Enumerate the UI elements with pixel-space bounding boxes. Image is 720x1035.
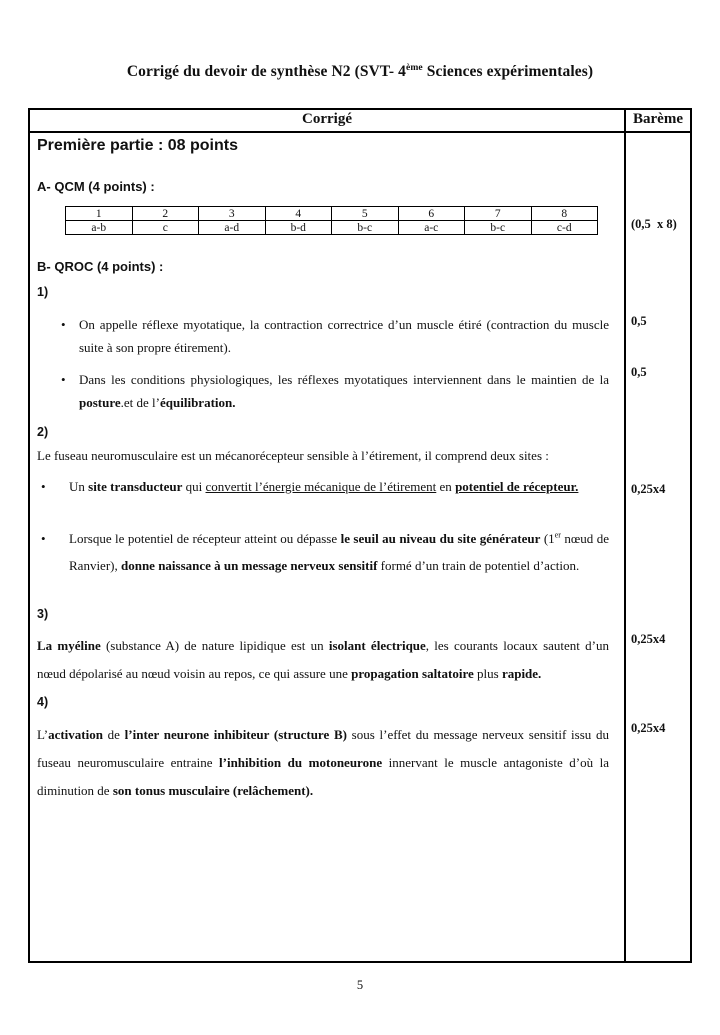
item3-label: 3) <box>37 607 49 621</box>
bareme-mark-item3: 0,25x4 <box>631 632 666 646</box>
header-corrige: Corrigé <box>302 111 352 127</box>
corrige-column <box>30 135 624 961</box>
qcm-answer-table <box>65 206 598 235</box>
bareme-mark-item2: 0,25x4 <box>631 482 666 496</box>
qcm-number-cell: 2 <box>133 207 200 221</box>
qcm-number-cell: 6 <box>399 207 466 221</box>
item2-bullet2: • Lorsque le potentiel de récepteur atteint ou dépasse le seuil au niveau du site générateur (1er nœud de Ranvier), donne naissance à un message nerveux sensitif formé d’un train de potentiel d’action. <box>69 525 609 579</box>
qcm-answer-cell: a-d <box>199 221 266 235</box>
qcm-section-heading: A- QCM (4 points) : <box>37 179 155 194</box>
qcm-answer-cell: c <box>133 221 200 235</box>
item1-bullet2: • Dans les conditions physiologiques, les réflexes myotatiques interviennent dans le maintien de la posture.et de l’équilibration. <box>79 368 609 414</box>
qcm-answer-cell: a-b <box>66 221 133 235</box>
qcm-answer-cell: c-d <box>532 221 599 235</box>
item3-paragraph: La myéline (substance A) de nature lipidique est un isolant électrique, les courants locaux sautent d’un nœud dépolarisé au nœud voisin au repos, ce qui assure une propagation saltatoire plus rapide. <box>37 638 609 681</box>
bareme-column <box>626 135 690 961</box>
item1-bullet1: • On appelle réflexe myotatique, la contraction correctrice d’un muscle étiré (contraction du muscle suite à son propre étirement). <box>79 313 609 359</box>
item4-paragraph: L’activation de l’inter neurone inhibiteur (structure B) sous l’effet du message nerveux sensitif issu du fuseau neuromusculaire entraine l’inhibition du motoneurone innervant le muscle antagoniste d’où la diminution de son tonus musculaire (relâchement). <box>37 727 609 798</box>
part1-heading: Première partie : 08 points <box>37 137 238 154</box>
bareme-mark-item4: 0,25x4 <box>631 721 666 735</box>
item2-bullet1: • Un site transducteur qui convertit l’énergie mécanique de l’étirement en potentiel de récepteur. <box>69 473 609 500</box>
item2-intro: Le fuseau neuromusculaire est un mécanorécepteur sensible à l’étirement, il comprend deux sites : <box>37 448 549 463</box>
qcm-number-cell: 5 <box>332 207 399 221</box>
qcm-number-cell: 7 <box>465 207 532 221</box>
item2-label: 2) <box>37 425 49 439</box>
bareme-mark-item1-bullet1: 0,5 <box>631 314 647 328</box>
qcm-answer-cell: a-c <box>399 221 466 235</box>
qcm-number-cell: 8 <box>532 207 599 221</box>
qcm-number-cell: 4 <box>266 207 333 221</box>
qcm-number-cell: 3 <box>199 207 266 221</box>
header-bareme: Barème <box>633 111 683 127</box>
bareme-mark-qcm: (0,5 x 8) <box>631 217 677 231</box>
document-title: Corrigé du devoir de synthèse N2 (SVT- 4ème Sciences expérimentales) <box>126 61 594 80</box>
qcm-answer-cell: b-c <box>465 221 532 235</box>
qroc-section-heading: B- QROC (4 points) : <box>37 259 164 274</box>
qcm-answer-cell: b-d <box>266 221 333 235</box>
item4-label: 4) <box>37 695 49 709</box>
item1-label: 1) <box>37 285 49 299</box>
bareme-mark-item1-bullet2: 0,5 <box>631 365 647 379</box>
qcm-answer-cell: b-c <box>332 221 399 235</box>
table-header-row <box>30 110 690 133</box>
correction-table <box>28 108 692 963</box>
qcm-number-cell: 1 <box>66 207 133 221</box>
page-number: 5 <box>356 978 364 992</box>
